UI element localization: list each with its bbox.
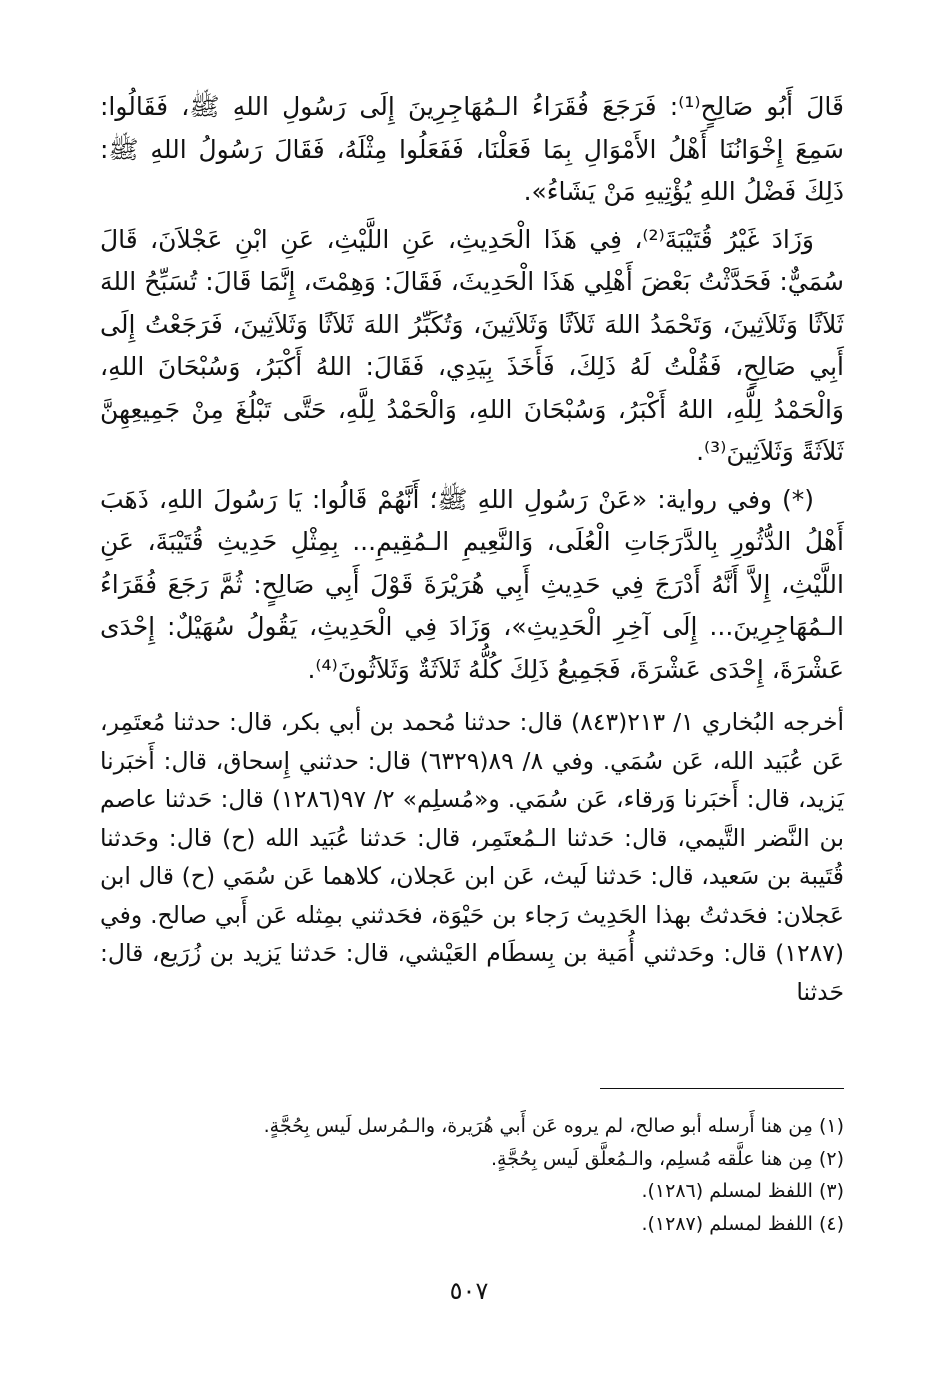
footnote-1: (١) مِن هنا أَرسله أبو صالح، لم يروه عَن أَبي هُرَيرة، والـمُرسل لَيس بِحُجَّةٍ.	[263, 1115, 844, 1137]
footnote-4: (٤) اللفظ لمسلم (١٢٨٧).	[641, 1212, 844, 1235]
footnote-3: (٣) اللفظ لمسلم (١٢٨٦).	[641, 1180, 844, 1202]
footnote-2: (٢) مِن هنا علَّقه مُسلِم، والـمُعلَّق لَيس بِحُجَّةٍ.	[490, 1147, 844, 1170]
page-body	[100, 86, 844, 1011]
source-citation	[100, 703, 844, 1011]
paragraph-1: قَالَ أَبُو صَالِحٍ⁽¹⁾: فَرَجَعَ فُقَرَاءُ الـمُهَاجِرِينَ إِلَى رَسُولِ اللهِ ﷺ، فَقَالُوا: سَمِعَ إِخْوَانُنَا أَهْلُ الأَمْوَالِ بِمَا فَعَلْنَا، فَفَعَلُوا مِثْلَهُ، فَقَالَ رَسُولُ اللهِ ﷺ: ذَلِكَ فَضْلُ اللهِ يُؤْتِيهِ مَنْ يَشَاءُ».	[100, 92, 845, 206]
main-text	[100, 86, 844, 691]
paragraph-2: وَزَادَ غَيْرُ قُتَيْبَةَ⁽²⁾، فِي هَذَا الْحَدِيثِ، عَنِ اللَّيْثِ، عَنِ ابْنِ عَجْلاَنَ، قَالَ سُمَيٌّ: فَحَدَّثْتُ بَعْضَ أَهْلِي هَذَا الْحَدِيثَ، فَقَالَ: وَهِمْتَ، إِنَّمَا قَالَ: تُسَبِّحُ اللهَ ثَلاَثًا وَثَلاَثِينَ، وَتَحْمَدُ اللهَ ثَلاَثًا وَثَلاَثِينَ، وَتُكَبِّرُ اللهَ ثَلاَثًا وَثَلاَثِينَ، فَرَجَعْتُ إِلَى أَبِي صَالِحٍ، فَقُلْتُ لَهُ ذَلِكَ، فَأَخَذَ بِيَدِي، فَقَالَ: اللهُ أَكْبَرُ، وَسُبْحَانَ اللهِ، وَالْحَمْدُ لِلَّهِ، اللهُ أَكْبَرُ، وَسُبْحَانَ اللهِ، وَالْحَمْدُ لِلَّهِ، حَتَّى تَبْلُغَ مِنْ جَمِيعِهِنَّ ثَلاَثَةً وَثَلاَثِينَ⁽³⁾.	[100, 224, 844, 466]
footnote-divider	[600, 1088, 844, 1089]
source-paragraph: أخرجه البُخاري ١/ ٢١٣(٨٤٣) قال: حدثنا مُحمد بن أبي بكر، قال: حدثنا مُعتَمِر، عَن عُبَيد الله، عَن سُمَي. وفي ٨/ ٨٩(٦٣٢٩) قال: حدثني إِسحاق، قال: أَخبَرنا يَزيد، قال: أَخبَرنا وَرقاء، عَن سُمَي. و«مُسلِم» ٢/ ٩٧(١٢٨٦) قال: حَدثنا عاصم بن النَّضر التَّيمي، قال: حَدثنا الـمُعتَمِر، قال: حَدثنا عُبَيد الله (ح) قال: وحَدثنا قُتَيبة بن سَعيد، قال: حَدثنا لَيث، عَن ابن عَجلان، كلاهما عَن سُمَي (ح) قال ابن عَجلان: فحَدثتُ بهذا الحَدِيث رَجاء بن حَيْوَة، فحَدثني بمِثله عَن أَبي صالح. وفي (١٢٨٧) قال: وحَدثني أُمَية بن بِسطَام العَيْشي، قال: حَدثنا يَزيد بن زُرَيع، قال: حَدثنا	[100, 708, 844, 1006]
paragraph-3: (*) وفي رواية: «عَنْ رَسُولِ اللهِ ﷺ؛ أَنَّهُمْ قَالُوا: يَا رَسُولَ اللهِ، ذَهَبَ أَهْلُ الدُّثُورِ بِالدَّرَجَاتِ الْعُلَى، وَالنَّعِيمِ الـمُقِيمِ... بِمِثْلِ حَدِيثِ قُتَيْبَةَ، عَنِ اللَّيْثِ، إِلاَّ أَنَّهُ أَدْرَجَ فِي حَدِيثِ أَبِي هُرَيْرَةَ قَوْلَ أَبِي صَالِحٍ: ثُمَّ رَجَعَ فُقَرَاءُ الـمُهَاجِرِينَ... إِلَى آخِرِ الْحَدِيثِ»، وَزَادَ فِي الْحَدِيثِ، يَقُولُ سُهَيْلٌ: إِحْدَى عَشْرَةَ، إِحْدَى عَشْرَةَ، فَجَمِيعُ ذَلِكَ كُلُّهُ ثَلاَثَةٌ وَثَلاَثُونَ⁽⁴⁾.	[100, 484, 844, 684]
page-number: ٥٠٧	[449, 1277, 489, 1305]
footnotes	[100, 1110, 844, 1240]
